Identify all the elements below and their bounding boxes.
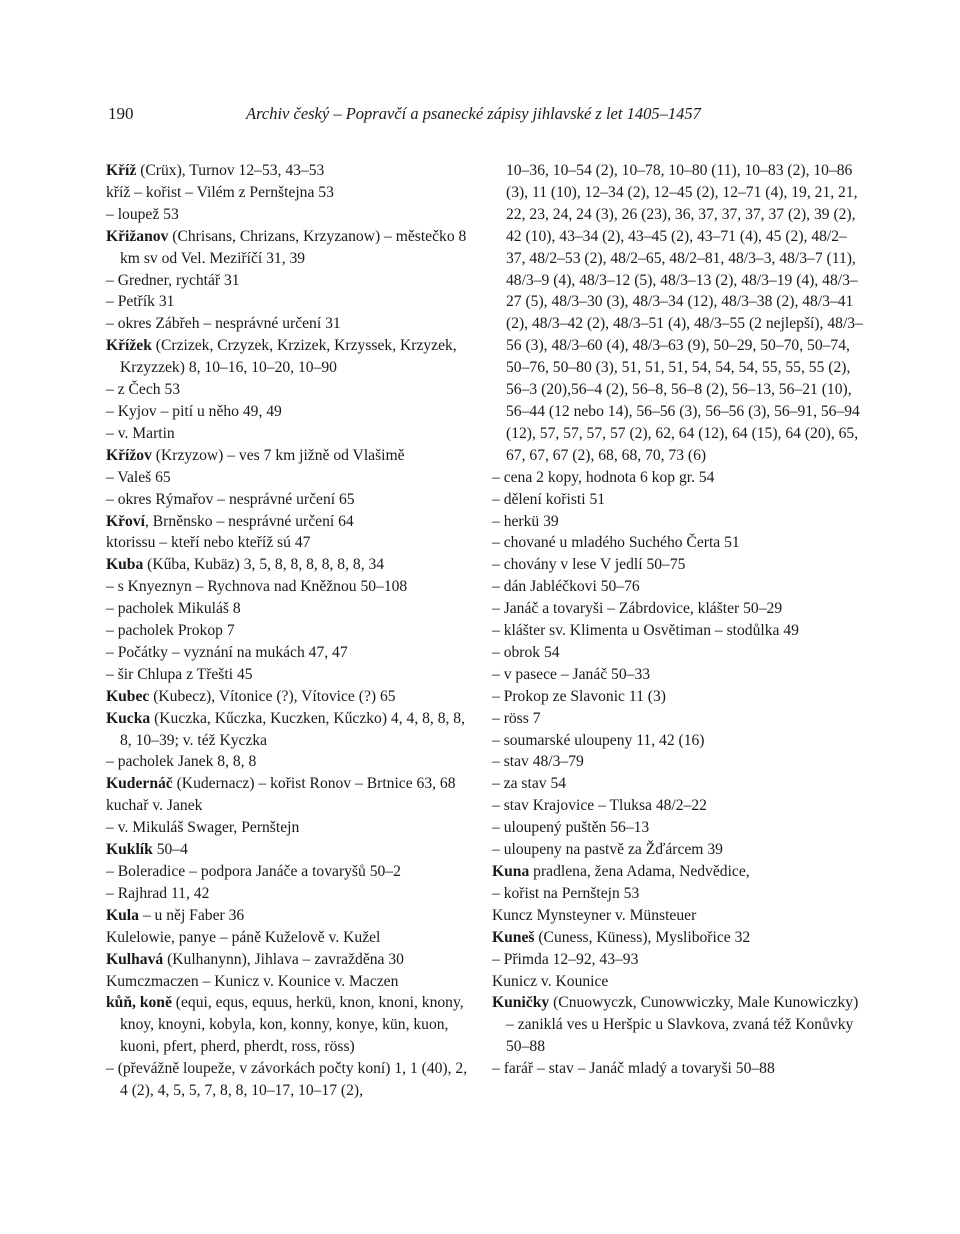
index-entry xyxy=(492,1058,866,1080)
index-column-left xyxy=(106,160,470,1102)
entry-headword: Kříž xyxy=(106,162,137,179)
index-entry xyxy=(492,554,866,576)
index-entry xyxy=(106,971,470,993)
index-entry xyxy=(106,511,470,533)
entry-text: (Kudernacz) – kořist Ronov – Brtnice 63, 68 xyxy=(172,775,456,793)
entry-headword: Kudernáč xyxy=(106,775,173,793)
index-entry xyxy=(106,686,470,708)
entry-text: – za stav 54 xyxy=(492,775,567,793)
index-entry xyxy=(492,883,866,905)
entry-text: – Valeš 65 xyxy=(106,468,171,486)
index-entry xyxy=(106,598,470,620)
entry-text: (equi, equs, equus, herkü, knon, knoni, knony, knoy, knoyni, kobyla, kon, konny, konye, kün, kuon, kuoni, pfert, pherd, pherdt, ross, röss) xyxy=(120,994,464,1056)
index-entry xyxy=(106,554,470,576)
entry-text: – cena 2 kopy, hodnota 6 kop gr. 54 xyxy=(492,468,715,486)
index-entry xyxy=(106,883,470,905)
entry-text: – Kyjov – pití u něho 49, 49 xyxy=(106,402,282,420)
index-entry xyxy=(106,576,470,598)
entry-text: – Počátky – vyznání na mukách 47, 47 xyxy=(106,643,348,661)
entry-text: – soumarské uloupeny 11, 42 (16) xyxy=(492,731,705,749)
index-entry xyxy=(106,270,470,292)
index-entry xyxy=(492,489,866,511)
entry-text: Kumczmaczen – Kunicz v. Kounice v. Maczen xyxy=(106,972,399,990)
index-entry xyxy=(106,708,470,752)
entry-headword: Křoví xyxy=(106,512,145,530)
entry-text: – farář – stav – Janáč mladý a tovaryši 50–88 xyxy=(492,1060,775,1078)
index-entry xyxy=(106,182,470,204)
entry-text: 50–4 xyxy=(152,841,188,859)
entry-headword: Kuneš xyxy=(492,928,535,946)
index-entry xyxy=(106,839,470,861)
index-entry xyxy=(492,795,866,817)
entry-text: – loupež 53 xyxy=(106,205,179,223)
entry-headword: Kuba xyxy=(106,556,144,574)
entry-text: – z Čech 53 xyxy=(106,381,181,399)
page-header xyxy=(108,104,868,128)
page-number: 190 xyxy=(108,104,134,123)
entry-text: – dělení kořisti 51 xyxy=(492,490,606,508)
entry-text: – Rajhrad 11, 42 xyxy=(106,884,210,902)
entry-text: Kunicz v. Kounice xyxy=(492,972,609,990)
index-entry xyxy=(106,751,470,773)
entry-text: – herkü 39 xyxy=(492,512,559,530)
index-entry xyxy=(106,795,470,817)
entry-text: Kuncz Mynsteyner v. Münsteuer xyxy=(492,906,697,924)
entry-text: – v. Mikuláš Swager, Pernštejn xyxy=(106,819,300,837)
index-entry xyxy=(492,467,866,489)
index-entry xyxy=(106,773,470,795)
index-entry xyxy=(106,160,470,182)
entry-text: (Kubecz), Vítonice (?), Vítovice (?) 65 xyxy=(149,687,396,705)
entry-text: – uloupeny na pastvě za Žďárcem 39 xyxy=(492,841,723,859)
entry-text: – stav Krajovice – Tluksa 48/2–22 xyxy=(492,797,707,815)
index-entry xyxy=(492,773,866,795)
index-entry xyxy=(106,445,470,467)
index-entry xyxy=(106,642,470,664)
entry-headword: Kuna xyxy=(492,863,530,880)
entry-text: pradlena, žena Adama, Nedvědice, xyxy=(529,863,750,880)
entry-headword: Křížov xyxy=(106,446,152,464)
entry-text: (Kulhanynn), Jihlava – zavražděna 30 xyxy=(163,950,404,968)
entry-text: – pacholek Prokop 7 xyxy=(106,622,235,640)
entry-text: (Kuczka, Kűczka, Kuczken, Kűczko) 4, 4, 8, 8, 8, 8, 10–39; v. též Kyczka xyxy=(120,709,465,749)
index-entry xyxy=(106,489,470,511)
index-entry xyxy=(492,971,866,993)
entry-headword: Kubec xyxy=(106,687,150,705)
index-entry xyxy=(106,620,470,642)
index-entry xyxy=(492,730,866,752)
entry-text: – okres Zábřeh – nesprávné určení 31 xyxy=(106,315,341,333)
entry-text: – Gredner, rychtář 31 xyxy=(106,271,240,289)
entry-headword: Kulhavá xyxy=(106,950,164,968)
index-entry xyxy=(492,642,866,664)
entry-text: – Přimda 12–92, 43–93 xyxy=(492,950,639,968)
entry-headword: Kuničky xyxy=(492,994,550,1012)
index-entry xyxy=(492,708,866,730)
entry-headword: Kucka xyxy=(106,709,151,727)
entry-text: – (převážně loupeže, v závorkách počty koní) 1, 1 (40), 2, 4 (2), 4, 5, 5, 7, 8, 8, 10–17, 10–17 (2), xyxy=(106,1060,468,1100)
entry-text: – klášter sv. Klimenta u Osvětiman – stodůlka 49 xyxy=(492,622,799,640)
entry-text: – röss 7 xyxy=(492,709,541,727)
entry-text: – uloupený puštěn 56–13 xyxy=(492,819,650,837)
entry-text: – kořist na Pernštejn 53 xyxy=(492,884,640,902)
entry-text: – Prokop ze Slavonic 11 (3) xyxy=(492,687,666,705)
entry-text: – šir Chlupa z Třešti 45 xyxy=(106,665,253,683)
entry-text: ktorissu – kteří nebo kteříž sú 47 xyxy=(106,534,311,552)
index-entry xyxy=(106,1058,470,1102)
index-entry xyxy=(492,861,866,883)
index-entry xyxy=(106,335,470,379)
entry-text: – s Knyeznyn – Rychnova nad Kněžnou 50–108 xyxy=(106,578,408,596)
entry-text: (Kűba, Kubäz) 3, 5, 8, 8, 8, 8, 8, 8, 34 xyxy=(143,556,385,574)
index-entry xyxy=(106,664,470,686)
index-entry xyxy=(492,949,866,971)
running-title: Archiv český – Popravčí a psanecké zápisy jihlavské z let 1405–1457 xyxy=(246,104,701,123)
index-entry xyxy=(106,313,470,335)
entry-headword: Kuklík xyxy=(106,841,153,859)
index-entry xyxy=(492,598,866,620)
entry-text: kuchař v. Janek xyxy=(106,797,203,815)
entry-text: – Petřík 31 xyxy=(106,293,175,311)
entry-text: – Janáč a tovaryši – Zábrdovice, klášter 50–29 xyxy=(492,600,783,618)
entry-text: – chované u mladého Suchého Čerta 51 xyxy=(492,534,740,552)
index-entry xyxy=(106,532,470,554)
index-column-right xyxy=(492,160,866,1080)
index-entry xyxy=(106,291,470,313)
entry-text: 10–36, 10–54 (2), 10–78, 10–80 (11), 10–83 (2), 10–86 (3), 11 (10), 12–34 (2), 12–45 (2), 12–71 (4), 19, 21, 21, 22, 23, 24, 24 (3), 26 (23), 36, 37, 37, 37, 37 (2), 39 (2), 42 (10), 43–34 (2), 43–45 (2), 43–71 (4), 45 (2), 48/2–37, 48/2–53 (2), 48/2–65, 48/2–81, 48/3–3, 48/3–7 (11), 48/3–9 (4), 48/3–12 (5), 48/3–13 (2), 48/3–19 (4), 48/3–27 (5), 48/3–30 (3), 48/3–34 (12), 48/3–38 (2), 48/3–41 (2), 48/3–42 (2), 48/3–51 (4), 48/3–55 (2 nejlepší), 48/3–56 (3), 48/3–60 (4), 48/3–63 (9), 50–29, 50–70, 50–74, 50–76, 50–80 (3), 51, 51, 51, 54, 54, 54, 55, 55, 55 (2), 56–3 (20),56–4 (2), 56–8, 56–8 (2), 56–13, 56–21 (10), 56–44 (12 nebo 14), 56–56 (3), 56–56 (3), 56–91, 56–94 (12), 57, 57, 57, 57 (2), 62, 64 (12), 64 (15), 64 (20), 65, 67, 67, 67 (2), 68, 68, 70, 73 (6) xyxy=(506,162,863,464)
index-entry xyxy=(492,751,866,773)
entry-headword: Kula xyxy=(106,906,139,924)
index-entry xyxy=(492,664,866,686)
index-entry xyxy=(106,949,470,971)
entry-text: – obrok 54 xyxy=(492,643,560,661)
index-entry xyxy=(106,905,470,927)
entry-text: , Brněnsko – nesprávné určení 64 xyxy=(144,512,354,530)
entry-text: (Cuness, Küness), Myslibořice 32 xyxy=(534,928,751,946)
index-entry xyxy=(492,532,866,554)
entry-text: – chovány v lese V jedlí 50–75 xyxy=(492,556,686,574)
entry-text: Kulelowie, panye – páně Kuželově v. Kužel xyxy=(106,928,381,946)
index-entry xyxy=(106,401,470,423)
index-entry xyxy=(106,226,470,270)
index-entry xyxy=(492,576,866,598)
entry-headword: Křížek xyxy=(106,337,152,355)
index-entry xyxy=(106,927,470,949)
entry-text: – okres Rýmařov – nesprávné určení 65 xyxy=(106,490,355,508)
index-entry xyxy=(492,511,866,533)
index-entry xyxy=(106,467,470,489)
index-entry xyxy=(492,905,866,927)
index-entry xyxy=(106,379,470,401)
index-entry xyxy=(492,992,866,1058)
index-entry xyxy=(492,620,866,642)
entry-text: – pacholek Janek 8, 8, 8 xyxy=(106,753,257,771)
index-entry xyxy=(106,423,470,445)
entry-text: – pacholek Mikuláš 8 xyxy=(106,600,241,618)
entry-headword: Křižanov xyxy=(106,227,169,245)
index-entry xyxy=(106,992,470,1058)
entry-text: (Crzizek, Crzyzek, Krzizek, Krzyssek, Krzyzek, Krzyzzek) 8, 10–16, 10–20, 10–90 xyxy=(120,337,457,377)
entry-text: (Cnuowyczk, Cunowwiczky, Male Kunowiczky) – zaniklá ves u Heršpic u Slavkova, zvaná též Konůvky 50–88 xyxy=(506,994,859,1056)
entry-text: kříž – kořist – Vilém z Pernštejna 53 xyxy=(106,183,334,201)
entry-text: – dán Jabléčkovi 50–76 xyxy=(492,578,640,596)
entry-text: (Chrisans, Chrizans, Krzyzanow) – městečko 8 km sv od Vel. Meziříčí 31, 39 xyxy=(120,227,467,267)
index-entry xyxy=(492,686,866,708)
entry-text: (Crüx), Turnov 12–53, 43–53 xyxy=(136,162,325,179)
index-entry xyxy=(492,839,866,861)
entry-headword: kůň, koně xyxy=(106,994,172,1012)
index-entry xyxy=(492,817,866,839)
index-entry xyxy=(492,160,866,467)
index-entry xyxy=(106,204,470,226)
index-entry xyxy=(106,817,470,839)
entry-text: – Boleradice – podpora Janáče a tovaryšů 50–2 xyxy=(106,863,401,880)
entry-text: – v. Martin xyxy=(106,424,175,442)
index-entry xyxy=(492,927,866,949)
entry-text: – u něj Faber 36 xyxy=(138,906,245,924)
entry-text: – v pasece – Janáč 50–33 xyxy=(492,665,651,683)
entry-text: – stav 48/3–79 xyxy=(492,753,584,771)
index-entry xyxy=(106,861,470,883)
entry-text: (Krzyzow) – ves 7 km jižně od Vlašimě xyxy=(151,446,405,464)
